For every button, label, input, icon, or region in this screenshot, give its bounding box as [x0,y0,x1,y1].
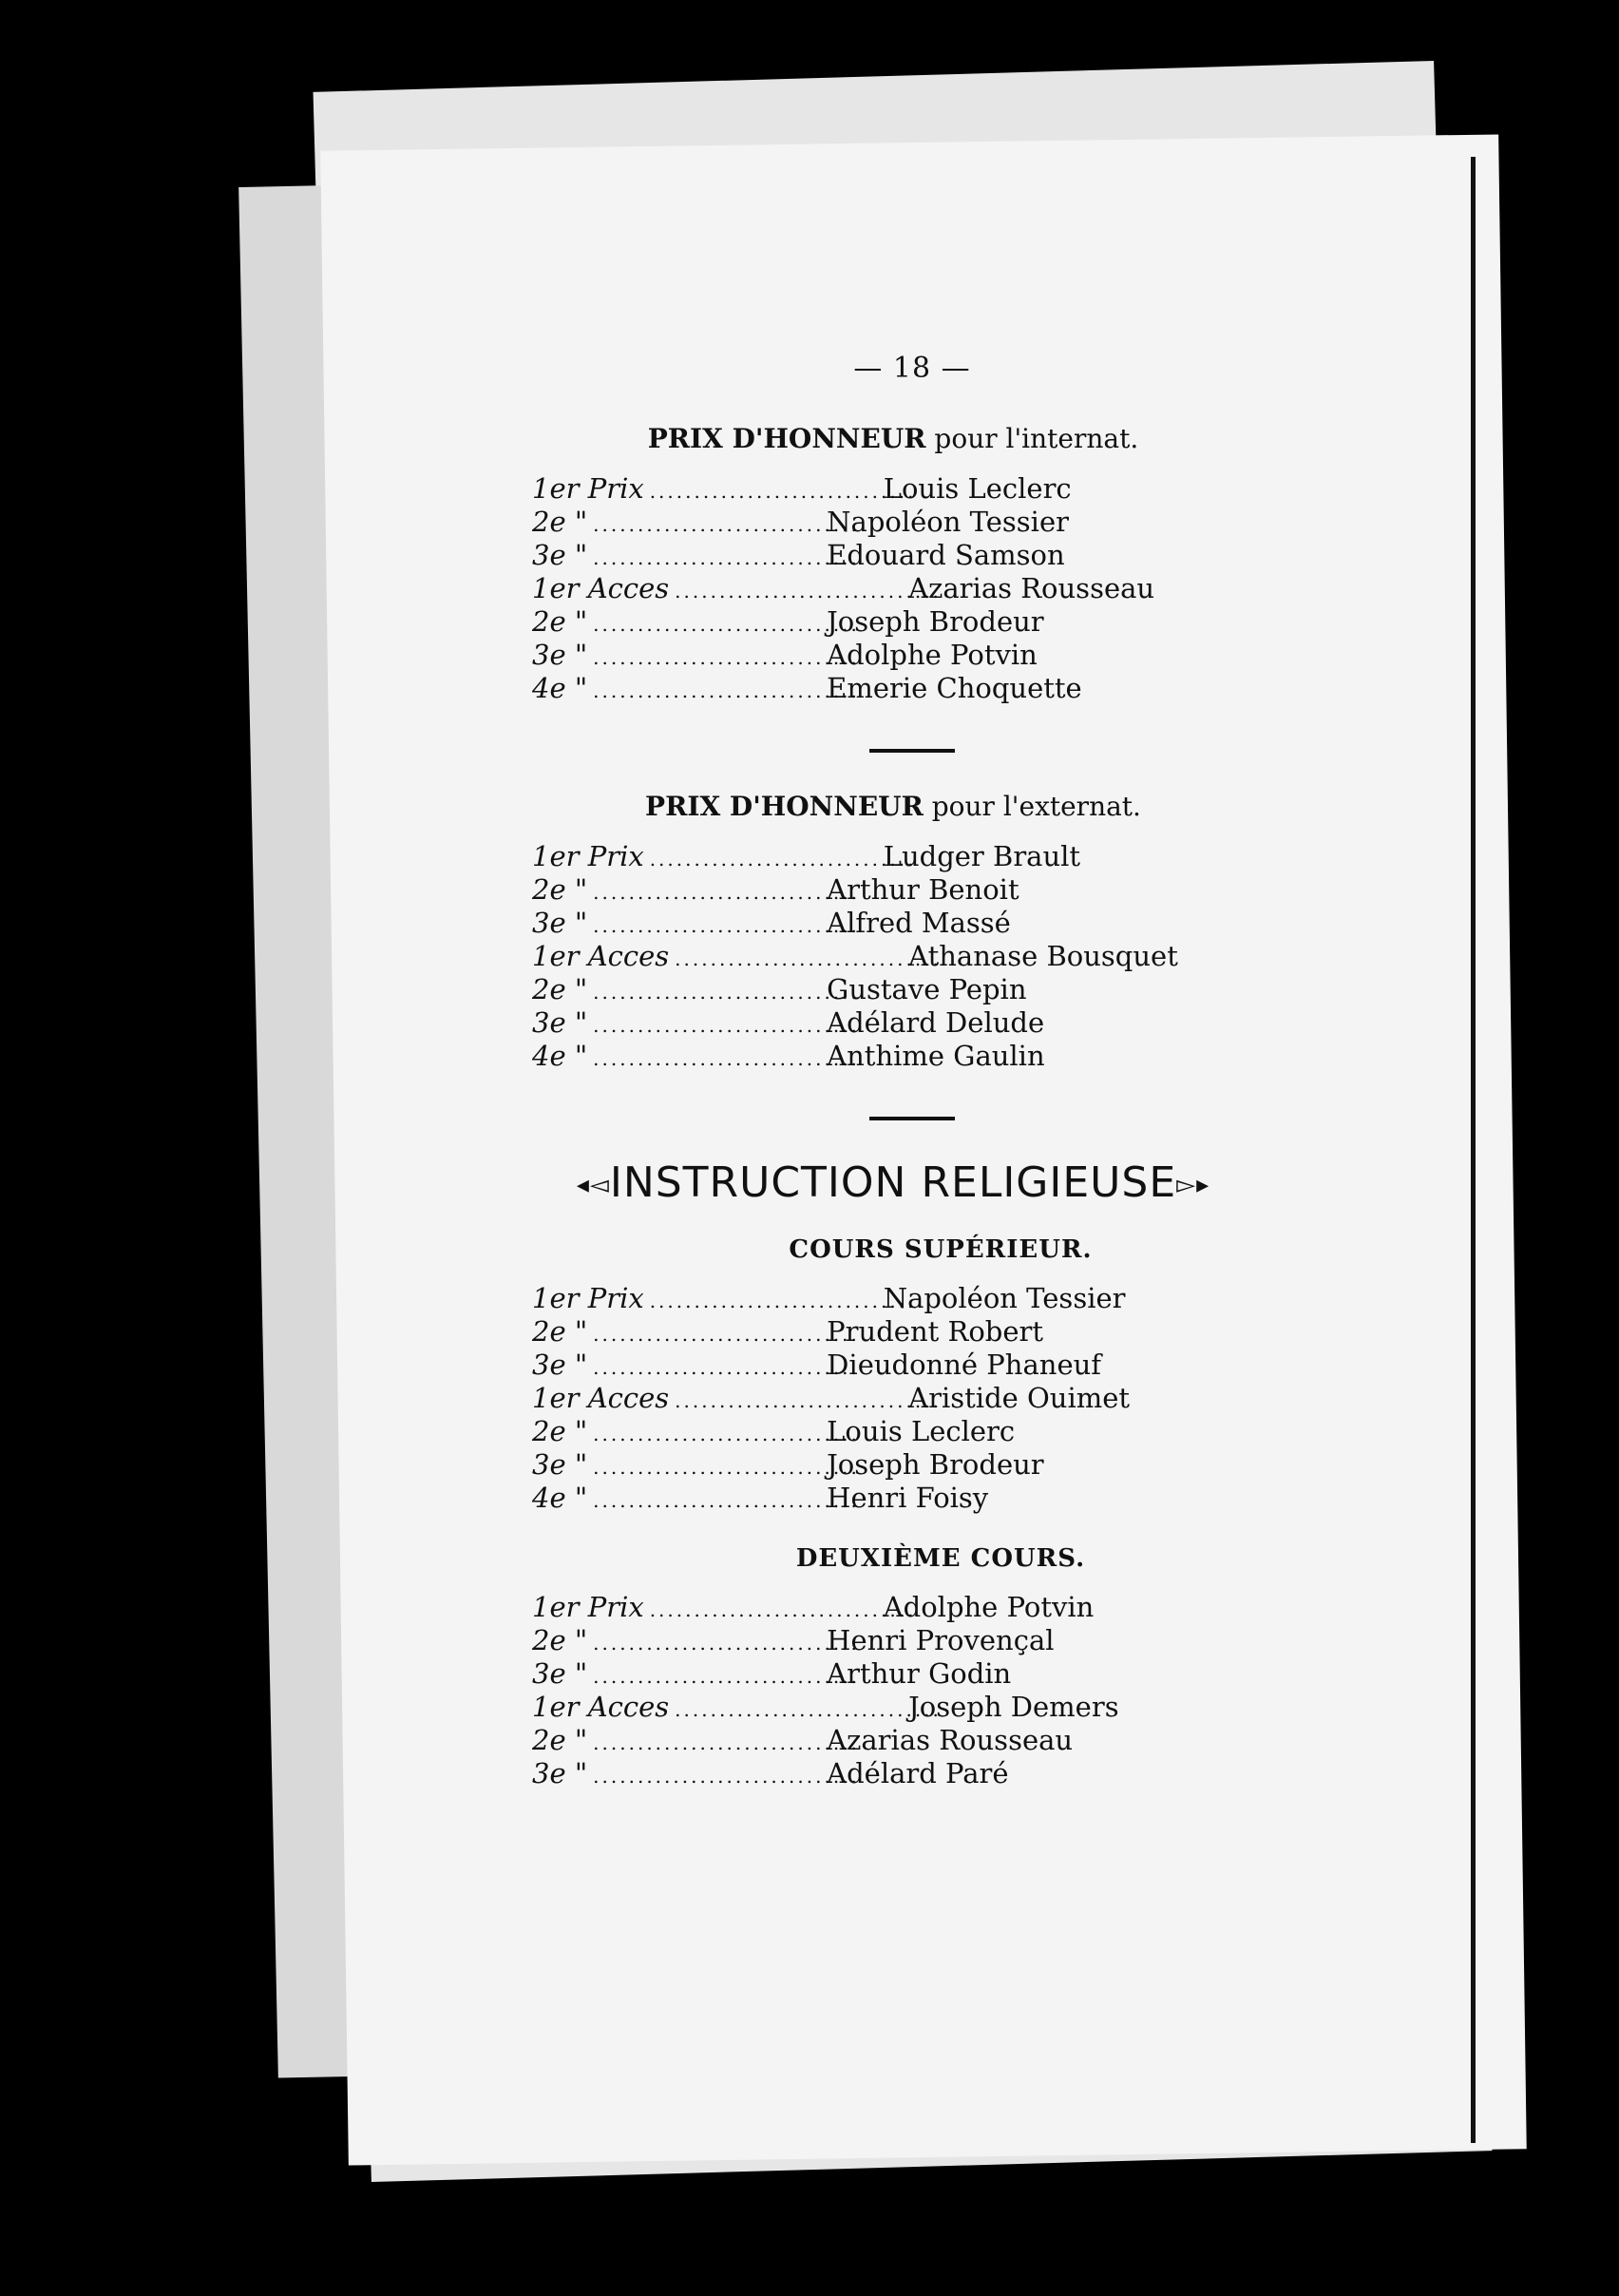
leader-dots: .............................. [593,1047,860,1070]
prize-rank: 3e " [532,1448,588,1481]
leader-dots: .............................. [593,1356,860,1379]
leader-dots: .............................. [593,646,860,669]
ornament-right-icon: ▻▸ [1176,1171,1210,1199]
prize-winner-name: Arthur Benoit [827,873,1019,906]
leader-dots: .............................. [593,679,860,702]
prize-rank: 1er Acces [532,1691,670,1723]
prize-rank: 1er Prix [532,840,644,872]
prize-rank: 4e " [532,672,588,704]
prize-row [532,841,1254,874]
prize-row [532,1758,1254,1791]
prize-winner-name: Anthime Gaulin [827,1040,1045,1072]
leader-dots: .............................. [649,1598,917,1621]
prize-rank: 3e " [532,1349,588,1381]
prize-winner-name: Dieudonné Phaneuf [827,1349,1102,1381]
prize-winner-name: Prudent Robert [827,1315,1044,1348]
prize-winner-name: Edouard Samson [827,539,1065,571]
prize-rank: 1er Acces [532,940,670,972]
prize-winner-name: Azarias Rousseau [908,572,1155,604]
prize-rank: 2e " [532,605,588,638]
page-content [532,352,1254,1791]
prize-row [532,1625,1254,1658]
leader-dots: .............................. [593,1323,860,1346]
leader-dots: .............................. [649,480,917,503]
prize-winner-name: Athanase Bousquet [908,940,1178,972]
leader-dots: .............................. [675,947,942,970]
prize-rank: 3e " [532,907,588,939]
prize-winner-name: Aristide Ouimet [908,1382,1131,1414]
prize-winner-name: Adélard Delude [827,1006,1045,1039]
prize-rank: 1er Prix [532,1591,644,1623]
prize-row [532,1592,1254,1625]
leader-dots: .............................. [593,513,860,536]
prize-list-internat [532,473,1254,706]
prize-row [532,1007,1254,1041]
prize-row [532,606,1254,640]
prize-winner-name: Adélard Paré [827,1757,1009,1789]
divider-rule [869,1117,955,1120]
prize-winner-name: Louis Leclerc [827,1415,1016,1447]
leader-dots: .............................. [593,546,860,569]
ornament-left-icon: ◂◅ [576,1171,610,1199]
section-heading-externat: PRIX D'HONNEUR pour l'externat. [645,791,1141,822]
prize-rank: 3e " [532,539,588,571]
prize-rank: 3e " [532,639,588,671]
leader-dots: .............................. [593,1732,860,1754]
prize-row [532,1658,1254,1692]
prize-row [532,908,1254,941]
prize-rank: 4e " [532,1482,588,1514]
leader-dots: .............................. [593,881,860,904]
prize-rank: 2e " [532,1315,588,1348]
prize-rank: 4e " [532,1040,588,1072]
leader-dots: .............................. [593,613,860,636]
prize-row [532,640,1254,673]
prize-row [532,1483,1254,1516]
prize-rank: 1er Prix [532,472,644,505]
page-number: — 18 — [853,352,971,385]
prize-rank: 2e " [532,1415,588,1447]
prize-row [532,1349,1254,1383]
prize-rank: 2e " [532,873,588,906]
course-heading-superieur: COURS SUPÉRIEUR. [789,1235,1093,1264]
prize-winner-name: Henri Provençal [827,1624,1055,1656]
prize-winner-name: Arthur Godin [827,1657,1012,1690]
prize-row [532,540,1254,573]
leader-dots: .............................. [593,981,860,1004]
prize-row [532,473,1254,507]
leader-dots: .............................. [675,580,942,603]
prize-winner-name: Emerie Choquette [827,672,1082,704]
prize-row [532,974,1254,1007]
prize-row [532,1692,1254,1725]
main-heading: ◂◅INSTRUCTION RELIGIEUSE▻▸ [576,1158,1210,1207]
prize-row [532,1449,1254,1483]
leader-dots: .............................. [649,848,917,871]
prize-rank: 1er Prix [532,1282,644,1314]
prize-winner-name: Ludger Brault [883,840,1081,872]
prize-row [532,941,1254,974]
prize-winner-name: Napoléon Tessier [827,506,1069,538]
prize-winner-name: Gustave Pepin [827,973,1027,1005]
leader-dots: .............................. [593,1665,860,1688]
prize-rank: 3e " [532,1657,588,1690]
prize-winner-name: Joseph Brodeur [827,605,1044,638]
prize-row [532,1725,1254,1758]
prize-row [532,573,1254,606]
prize-winner-name: Adolphe Potvin [827,639,1038,671]
prize-winner-name: Adolphe Potvin [883,1591,1095,1623]
leader-dots: .............................. [593,1423,860,1445]
prize-rank: 2e " [532,1624,588,1656]
prize-winner-name: Napoléon Tessier [883,1282,1126,1314]
prize-winner-name: Joseph Demers [908,1691,1119,1723]
page-fold [1471,157,1476,2143]
leader-dots: .............................. [675,1389,942,1412]
prize-rank: 1er Acces [532,1382,670,1414]
leader-dots: .............................. [593,1014,860,1037]
prize-winner-name: Louis Leclerc [883,472,1072,505]
leader-dots: .............................. [593,1765,860,1788]
leader-dots: .............................. [593,1632,860,1655]
prize-row [532,874,1254,908]
section-heading-internat: PRIX D'HONNEUR pour l'internat. [647,423,1139,454]
prize-row [532,1316,1254,1349]
leader-dots: .............................. [649,1290,917,1312]
leader-dots: .............................. [593,914,860,937]
prize-winner-name: Henri Foisy [827,1482,989,1514]
leader-dots: .............................. [675,1698,942,1721]
prize-winner-name: Alfred Massé [827,907,1011,939]
divider-rule [869,749,955,753]
prize-row [532,1041,1254,1074]
prize-winner-name: Azarias Rousseau [827,1724,1074,1756]
course-heading-deuxieme: DEUXIÈME COURS. [795,1544,1086,1573]
prize-rank: 3e " [532,1006,588,1039]
prize-row [532,1283,1254,1316]
prize-winner-name: Joseph Brodeur [827,1448,1044,1481]
prize-rank: 2e " [532,973,588,1005]
prize-row [532,1416,1254,1449]
prize-row [532,673,1254,706]
leader-dots: .............................. [593,1456,860,1479]
prize-list-externat [532,841,1254,1074]
prize-rank: 1er Acces [532,572,670,604]
prize-row [532,1383,1254,1416]
prize-rank: 3e " [532,1757,588,1789]
prize-list-superieur [532,1283,1254,1516]
prize-rank: 2e " [532,506,588,538]
leader-dots: .............................. [593,1489,860,1512]
prize-rank: 2e " [532,1724,588,1756]
prize-list-deuxieme [532,1592,1254,1791]
prize-row [532,507,1254,540]
